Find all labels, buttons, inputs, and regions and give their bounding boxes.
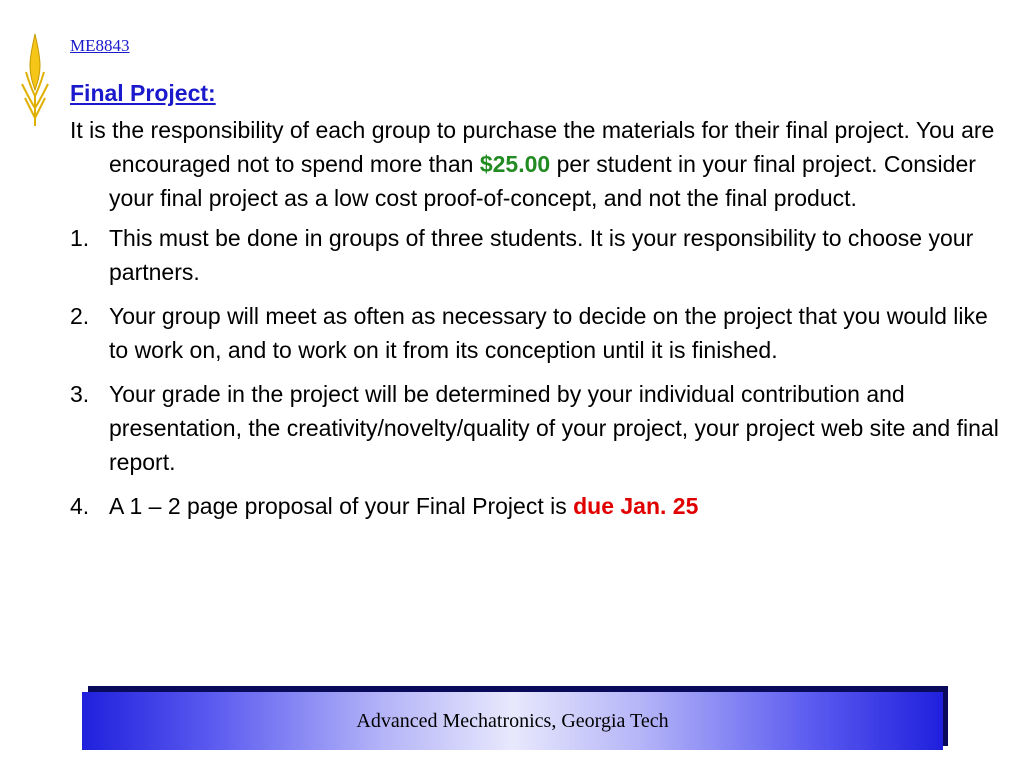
list-item-number: 4. [70,493,90,519]
list-item [70,377,1000,479]
list-item [70,299,1000,367]
footer-banner [82,692,943,750]
list-item-text: A 1 – 2 page proposal of your Final Project is [109,493,574,519]
list-item-text: Your grade in the project will be determined by your individual contribution and presentation, the creativity/novelty/quality of your project, your project web site and final report. [109,381,999,475]
course-code: ME8843 [70,36,130,55]
flame-logo-icon [18,32,52,128]
list-item-number: 2. [70,303,90,329]
intro-paragraph [70,113,1000,215]
budget-amount: $25.00 [479,151,551,177]
requirements-list [70,221,1000,523]
slide-title: Final Project: [70,80,216,106]
intro-text-before: It is the responsibility of each group to purchase the materials for their final project. You are encouraged not to spend more than [70,117,995,177]
list-item [70,489,1000,523]
list-item [70,221,1000,289]
list-item-text: This must be done in groups of three students. It is your responsibility to choose your partners. [109,225,974,285]
slide-body [70,113,1000,533]
due-date: due Jan. 25 [573,493,699,519]
footer-text: Advanced Mechatronics, Georgia Tech [356,709,669,732]
intro-text-after: per student in your final project. Consider your final project as a low cost proof-of-concept, and not the final product. [109,151,976,211]
list-item-number: 1. [70,225,90,251]
list-item-text: Your group will meet as often as necessary to decide on the project that you would like to work on, and to work on it from its conception until it is finished. [109,303,988,363]
list-item-number: 3. [70,381,90,407]
